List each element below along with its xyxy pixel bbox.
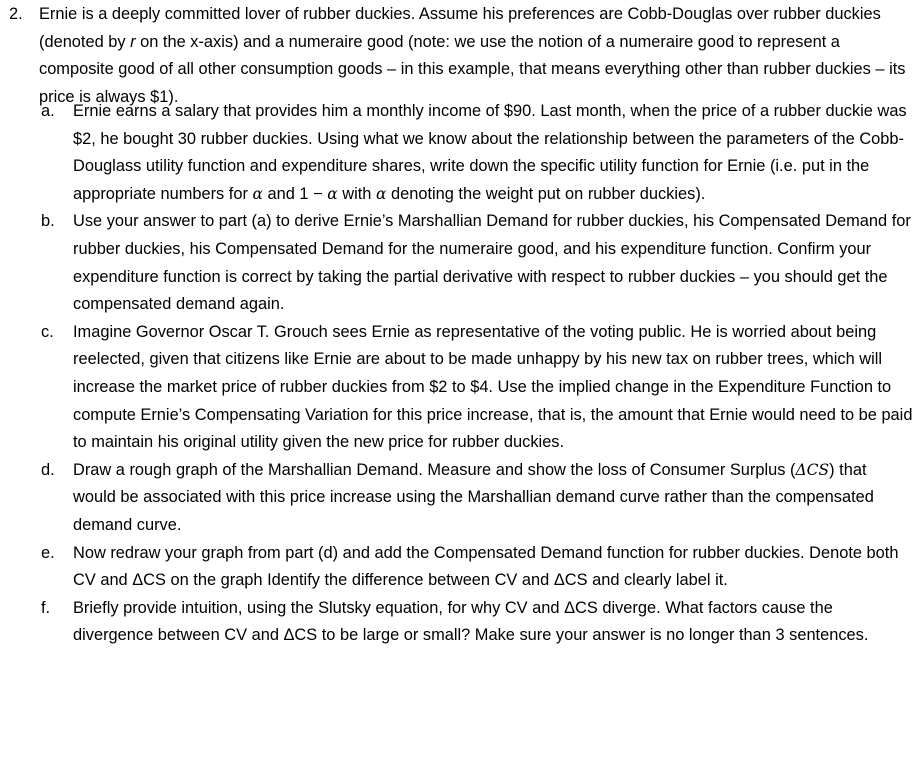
sub-question-label: b. [41,212,55,231]
sub-question-label: e. [41,543,55,562]
math-symbol: α [252,184,263,203]
sub-question-list [39,98,913,650]
sub-question-text [73,212,911,313]
sub-question-f [39,595,913,650]
text-segment: Imagine Governor Oscar T. Grouch sees Ernie as representative of the voting public. He is worried about being reelected, given that citizens like Ernie are about to be made unhappy by his new tax on rubber trees, which will increase the market price of rubber duckies from $2 to $4. Use the implied change in the Expenditure Function to compute Ernie’s Compensating Variation for this price increase, that is, the amount that Ernie would need to be paid to maintain his original utility given the new price for rubber duckies. [73,322,913,452]
text-segment: Now redraw your graph from part (d) and add the Compensated Demand function for rubber duckies. Denote both CV and ΔCS on the graph Identify the difference between CV and ΔCS and clearly label it. [73,543,899,590]
question-intro [39,1,913,111]
sub-question-d [39,457,913,540]
sub-question-text [73,599,868,645]
question-number: 2. [9,5,23,23]
sub-question-c [39,319,913,457]
intro-variable: r [130,32,136,51]
text-segment: Briefly provide intuition, using the Slutsky equation, for why CV and ΔCS diverge. What factors cause the divergence between CV and ΔCS to be large or small? Make sure your answer is no longer than 3 sentences. [73,598,869,645]
sub-question-text [73,323,912,451]
sub-question-label: a. [41,102,55,120]
text-segment: with [337,184,376,203]
sub-question-text [73,461,874,534]
intro-text-end: on the x-axis) and a numeraire good (note: we use the notion of a numeraire good to represent a composite good of all other consumption goods – in this example, that means everything other than rubber duckies – its price is always $1). [39,32,906,106]
math-symbol: α [375,184,387,203]
math-symbol: α [327,184,338,203]
intro-text-start: Ernie is a deeply committed lover of rubber duckies. Assume his preferences are Cobb-Douglas over rubber duckies (denoted by [39,5,881,51]
text-segment: denoting the weight put on rubber duckies). [386,184,706,203]
text-segment: ) that would be associated with this price increase using the Marshallian demand curve rather than the compensated demand curve. [73,460,874,534]
text-segment: Ernie earns a salary that provides him a monthly income of $90. Last month, when the price of a rubber duckie was $2, he bought 30 rubber duckies. Using what we know about the relationship between the parameters of the Cobb-Douglass utility function and expenditure shares, write down the specific utility function for Ernie (i.e. put in the appropriate numbers for [73,102,907,203]
sub-question-text [73,544,898,590]
sub-question-label: f. [41,598,51,617]
sub-question-label: c. [41,322,54,341]
math-symbol: ΔCS [795,460,830,479]
sub-question-a [39,98,913,208]
sub-question-text [73,102,907,203]
text-segment: and 1 − [262,184,328,203]
sub-question-b [39,208,913,318]
sub-question-e [39,540,913,595]
text-segment: Draw a rough graph of the Marshallian Demand. Measure and show the loss of Consumer Surplus ( [73,460,796,479]
text-segment: Use your answer to part (a) to derive Ernie’s Marshallian Demand for rubber duckies, his Compensated Demand for rubber duckies, his Compensated Demand for the numeraire good, and his expenditure function. Confirm your expenditure function is correct by taking the partial derivative with respect to rubber duckies – you should get the compensated demand again. [73,212,911,314]
sub-question-label: d. [41,460,55,479]
